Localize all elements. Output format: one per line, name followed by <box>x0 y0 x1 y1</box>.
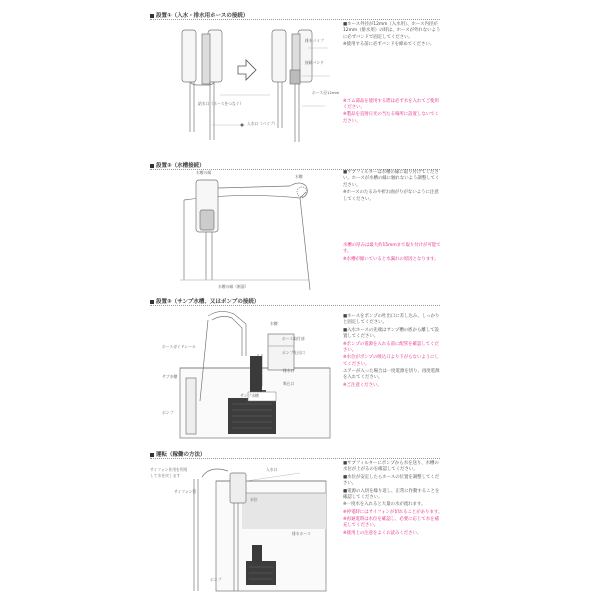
diagram-label: サブ水槽 <box>162 374 178 379</box>
note-warning: ※水槽が傾いていると水漏れの原因となります。 <box>343 256 439 262</box>
diagram-label: ポンプ <box>162 410 174 415</box>
diagram-label: サンプ水槽 <box>240 393 259 398</box>
note-warning: ※使用上の注意をよくお読みください。 <box>343 530 422 536</box>
bullet-icon <box>150 300 154 304</box>
note: ■水位が安定したらホースの位置を調整してください。 <box>343 474 440 487</box>
section-heading: 運転（稼働の方法） <box>150 450 206 458</box>
diagram-label: ポンプ <box>210 577 222 582</box>
diagram-label: 水槽の縁（断面） <box>218 284 249 289</box>
notes <box>343 461 443 538</box>
note: エアーが入った場合は一度電源を切り、再度電源を入れてください。 <box>343 369 440 381</box>
note: ※一度水を入れると大量の水が流れます。 <box>343 502 426 508</box>
section-heading: 設置②（水槽接続） <box>150 161 205 169</box>
marker-dot <box>241 124 244 127</box>
note: ※使用する前に必ずバンドを締めてください。 <box>343 42 435 48</box>
diagram-label: 排水口 <box>283 368 295 373</box>
note-warning: ※停電時にはサイフォンが切れることがあります。 <box>343 509 443 515</box>
diagram-label: ホースガイドレール <box>162 344 196 349</box>
diagram-label: 水槽の縁 <box>196 170 212 175</box>
operation-diagram <box>150 459 350 599</box>
diagram-label: 入水口 <box>266 467 278 472</box>
diagram-label: ポンプ吐出口 <box>282 350 305 355</box>
diagram-label: サイフォン作用を利用して水を戻します <box>150 467 188 478</box>
note: ■ホースをポンプの吐出口に差し込み、しっかりと固定してください。 <box>343 314 440 326</box>
note-warning: ※製品を直射日光の当たる場所に設置しないでください。 <box>343 112 439 124</box>
bullet-icon <box>150 164 154 168</box>
diagram-label: 水位 <box>250 497 258 502</box>
diagram-label: 水槽 <box>270 321 278 326</box>
diagram-label: 排水パイプ <box>305 38 324 43</box>
section-heading: 設置③（サンプ水槽、又はポンプの接続） <box>150 297 259 305</box>
tank-mount-diagram <box>150 170 350 300</box>
diagram-label: 接続バンド <box>305 60 324 65</box>
notes <box>343 314 443 390</box>
diagram-label: ホース径12mm <box>312 90 340 95</box>
note-warning: ※ポンプの電源を入れる前に配管を確認してください。 <box>343 341 439 353</box>
note-warning: 水槽の厚みは最大約15mmまで取り付けが可能です。 <box>343 242 441 255</box>
diagram-label: サイフォン管 <box>174 489 197 494</box>
note: ■サブフィルターにポンプから水を送り、水槽の水位が上がるのを確認してください。 <box>343 461 439 473</box>
note: ■ホース外径が12mm（入水用）、ホース内径が12mm（排水用）の時は、ホースが外れないように必ずバンドで固定してください。 <box>343 22 441 40</box>
note: ■入水ホースの先端はサンプ槽の底から離して設置してください。 <box>343 327 439 340</box>
arrow-right-icon <box>238 60 256 80</box>
diagram-label: 水槽 <box>295 174 303 179</box>
bullet-icon <box>150 14 154 18</box>
diagram-label: 入水口（パイプ） <box>247 121 278 126</box>
diagram-label: 吸込口 <box>283 381 295 386</box>
note: ※ホースのたるみや折れ曲がりがないように注意してください。 <box>343 190 439 202</box>
section-heading: 設置①（入水・排水用ホースの接続） <box>150 11 248 19</box>
diagram-label: 排水ホース <box>292 531 311 536</box>
note-warning: ※ご注意ください。 <box>343 382 382 388</box>
notes <box>343 22 443 126</box>
bullet-icon <box>150 453 154 457</box>
diagram-label: 給水口（ホースをつなぐ） <box>198 101 244 106</box>
sump-connection-diagram <box>150 306 350 446</box>
notes <box>343 170 443 264</box>
note-warning: ※ゴム部品を使用する際は必ず水を入れてご使用ください。 <box>343 98 439 110</box>
note: ■サブフィルターは水槽の縁に取り付けてください。ホースが水槽の縁に触れないよう調整してください。 <box>343 170 440 188</box>
note-warning: ※水位がポンプの吸込口より下がらないようにしてください。 <box>343 355 439 367</box>
note: ■電源の入切を繰り返し、正常に作動することを確認してください。 <box>343 488 440 500</box>
note-warning: ※再通電時は水位を確認し、必要に応じて水を補充してください。 <box>343 517 439 529</box>
diagram-label: ホース取付部 <box>282 336 305 341</box>
